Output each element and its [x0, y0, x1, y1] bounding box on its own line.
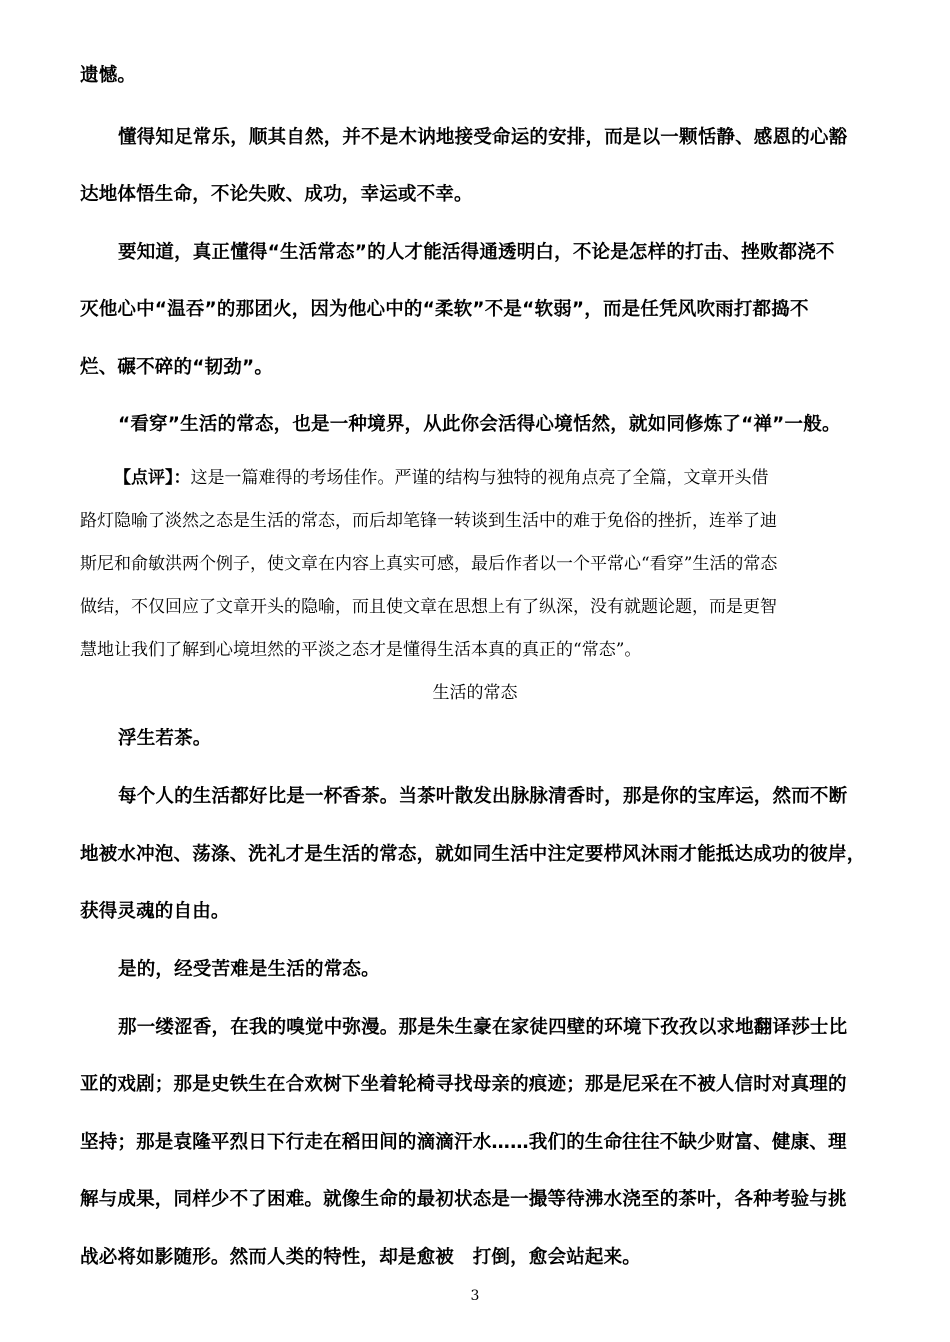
paragraph-line: 烂、碾不碎的“韧劲”。	[80, 357, 274, 378]
commentary-line: 慧地让我们了解到心境坦然的平淡之态才是懂得生活本真的真正的“常态”。	[80, 640, 642, 660]
paragraph-line: 获得灵魂的自由。	[80, 901, 230, 922]
essay-title: 生活的常态	[432, 683, 518, 703]
paragraph-line: “看穿”生活的常态，也是一种境界，从此你会活得心境恬然，就如同修炼了“禅”一般。	[118, 414, 841, 435]
commentary-colon: ：	[173, 468, 191, 488]
paragraph-line: 地被水冲泡、荡涤、洗礼才是生活的常态，就如同生活中注定要栉风沐雨才能抵达成功的彼岸，	[80, 844, 866, 865]
commentary-line: 做结，不仅回应了文章开头的隐喻，而且使文章在思想上有了纵深，没有就题论题，而是更智	[80, 597, 777, 617]
paragraph-line: 懂得知足常乐，顺其自然，并不是木讷地接受命运的安排，而是以一颗恬静、感恩的心豁	[118, 127, 848, 148]
paragraph-line: 亚的戏剧；那是史铁生在合欢树下坐着轮椅寻找母亲的痕迹；那是尼采在不被人信时对真理的	[80, 1074, 847, 1095]
paragraph-line: 战必将如影随形。然而人类的特性，却是愈被 打倒，愈会站起来。	[80, 1247, 642, 1268]
paragraph-line: 浮生若茶。	[118, 728, 212, 749]
paragraph-line: 解与成果，同样少不了困难。就像生命的最初状态是一撮等待沸水浇至的茶叶，各种考验与挑	[80, 1189, 847, 1210]
paragraph-line: 坚持；那是袁隆平烈日下行走在稻田间的滴滴汗水……我们的生命往往不缺少财富、健康、理	[80, 1132, 847, 1153]
paragraph-line: 遗憾。	[80, 65, 137, 86]
commentary-line: 斯尼和俞敏洪两个例子，使文章在内容上真实可感，最后作者以一个平常心“看穿”生活的常态	[80, 554, 778, 574]
paragraph-line: 每个人的生活都好比是一杯香茶。当茶叶散发出脉脉清香时，那是你的宝库运，然而不断	[118, 786, 848, 807]
paragraph-line: 是的，经受苦难是生活的常态。	[118, 959, 380, 980]
paragraph-line: 那一缕涩香，在我的嗅觉中弥漫。那是朱生豪在家徒四壁的环境下孜孜以求地翻译莎士比	[118, 1017, 848, 1038]
commentary-first-line	[114, 466, 769, 490]
paragraph-line: 达地体悟生命，不论失败、成功，幸运或不幸。	[80, 184, 473, 205]
paragraph-line: 灭他心中“温吞”的那团火，因为他心中的“柔软”不是“软弱”，而是任凭风吹雨打都捣不	[80, 299, 809, 320]
page-number: 3	[470, 1288, 480, 1304]
commentary-text: 这是一篇难得的考场佳作。严谨的结构与独特的视角点亮了全篇，文章开头借	[190, 468, 769, 488]
commentary-label: 【点评】	[114, 468, 174, 488]
commentary-line: 路灯隐喻了淡然之态是生活的常态，而后却笔锋一转谈到生活中的难于免俗的挫折，连举了迪	[80, 511, 777, 531]
paragraph-line: 要知道，真正懂得“生活常态”的人才能活得通透明白，不论是怎样的打击、挫败都浇不	[118, 242, 835, 263]
